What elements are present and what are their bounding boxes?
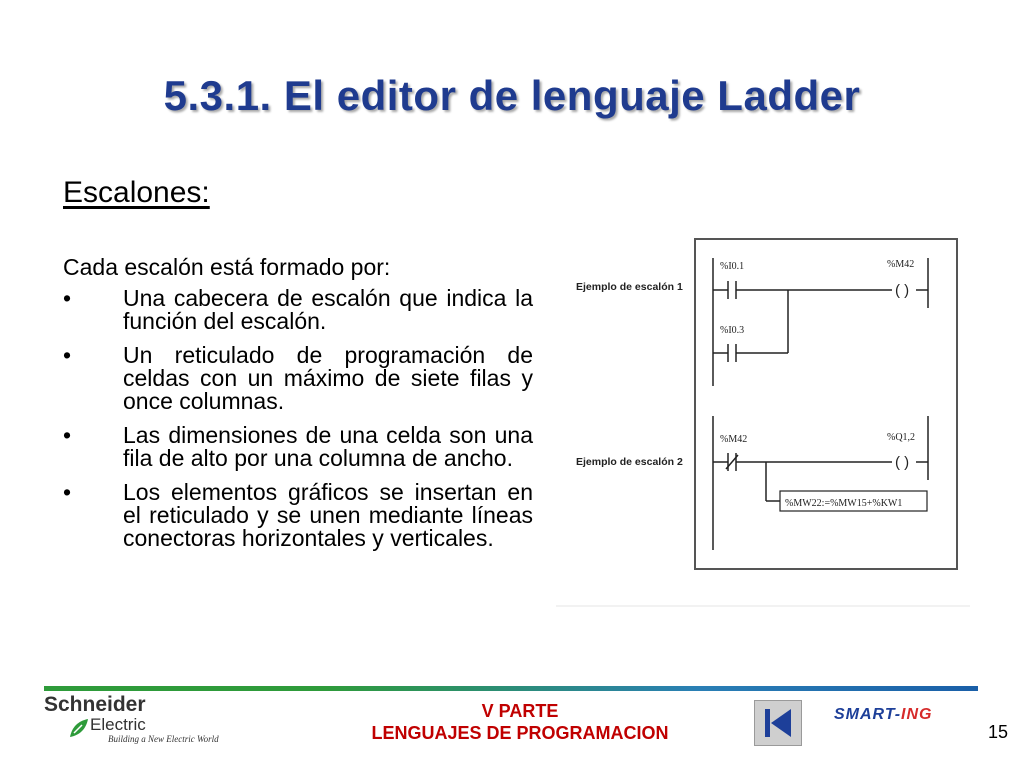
brand-part-1: SMART- <box>834 706 902 723</box>
bullet-list <box>63 287 533 561</box>
ladder-diagram-svg <box>556 236 970 608</box>
bullet-text: Los elementos gráficos se insertan en el reticulado y se unen mediante líneas conectoras horizontales y verticales. <box>123 479 533 551</box>
coil-icon: ( ) <box>895 454 910 471</box>
bullet-icon: • <box>63 342 72 368</box>
list-item <box>63 287 533 333</box>
list-item <box>63 481 533 550</box>
bullet-text: Las dimensiones de una celda son una fila de alto por una columna de ancho. <box>123 422 533 471</box>
coil-icon: ( ) <box>895 282 910 299</box>
ladder-diagram <box>556 236 970 608</box>
footer-line-2: LENGUAJES DE PROGRAMACION <box>371 723 669 743</box>
operate-block-text: %MW22:=%MW15+%KW1 <box>785 498 903 509</box>
logo-company-name: Schneider <box>44 693 146 716</box>
logo-company-sub: Electric <box>90 715 146 734</box>
coil-label: %M42 <box>887 259 915 270</box>
intro-text: Cada escalón está formado por: <box>63 254 391 280</box>
list-item <box>63 424 533 470</box>
rung1-label: Ejemplo de escalón 1 <box>576 281 683 293</box>
bullet-icon: • <box>63 285 72 311</box>
bullet-icon: • <box>63 422 72 448</box>
schneider-leaf-icon <box>68 717 90 739</box>
contact-label: %I0.3 <box>720 325 745 336</box>
bullet-text: Una cabecera de escalón que indica la función del escalón. <box>123 285 533 334</box>
coil-label: %Q1,2 <box>887 432 916 443</box>
section-heading: Escalones: <box>63 176 210 209</box>
first-page-icon <box>755 701 801 745</box>
footer-divider <box>44 686 978 691</box>
diagram-frame <box>695 239 957 569</box>
rung2-label: Ejemplo de escalón 2 <box>576 456 683 468</box>
smart-ing-logo <box>834 706 933 724</box>
contact-label: %I0.1 <box>720 261 745 272</box>
brand-part-2: ING <box>901 706 933 723</box>
logo-tagline: Building a New Electric World <box>108 734 219 744</box>
contact-label: %M42 <box>720 434 748 445</box>
footer-caption <box>300 700 740 744</box>
bullet-icon: • <box>63 479 72 505</box>
slide-title: 5.3.1. El editor de lenguaje Ladder <box>163 72 861 119</box>
page-number: 15 <box>988 722 1009 742</box>
footer-line-1: V PARTE <box>481 701 559 721</box>
bullet-text: Un reticulado de programación de celdas con un máximo de siete filas y once columnas. <box>123 342 533 414</box>
list-item <box>63 344 533 413</box>
first-page-button[interactable] <box>754 700 802 746</box>
schneider-logo <box>44 693 244 753</box>
